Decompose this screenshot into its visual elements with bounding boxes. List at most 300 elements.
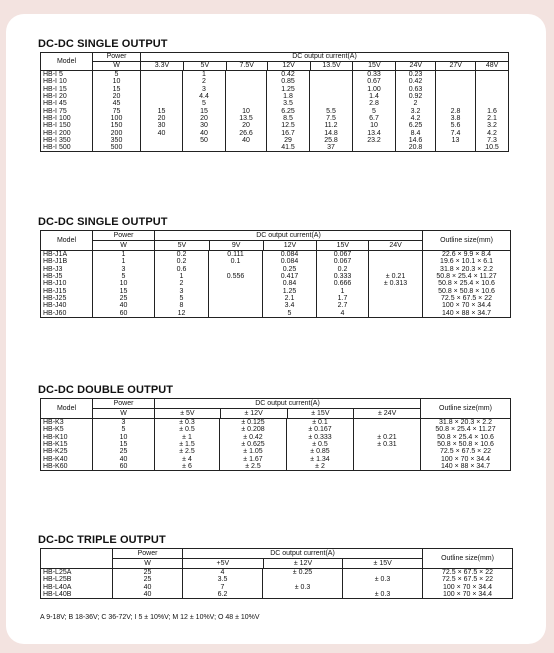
current-cell: 10.5	[476, 144, 509, 152]
section-title-single-output-2: DC-DC SINGLE OUTPUT	[38, 216, 168, 228]
header-model: Model	[41, 53, 93, 71]
current-cell: ± 0.5	[287, 441, 354, 448]
current-cell	[436, 100, 476, 107]
power-cell: 45	[93, 100, 141, 107]
model-cell: HB-I 75	[41, 107, 93, 114]
current-cell: 13	[436, 137, 476, 144]
model-cell: HB-L40A	[41, 584, 113, 591]
table-row	[41, 295, 511, 302]
section-title-triple-output: DC-DC TRIPLE OUTPUT	[38, 534, 166, 546]
current-cell	[310, 78, 353, 85]
current-cell: 4	[183, 569, 263, 577]
header-outline-size: Outline size(mm)	[423, 231, 511, 251]
current-cell: 7.3	[476, 137, 509, 144]
current-cell: 3	[155, 287, 209, 294]
power-cell: 15	[93, 86, 141, 93]
current-cell: 20	[183, 115, 226, 122]
outline-size-cell: 100 × 70 × 34.4	[421, 455, 511, 462]
power-cell: 5	[93, 273, 155, 280]
current-cell: ± 0.3	[263, 584, 343, 591]
header-model: Model	[41, 231, 93, 251]
current-cell	[354, 419, 421, 427]
current-cell	[476, 86, 509, 93]
current-cell: 2.1	[263, 295, 317, 302]
current-cell: 1.4	[353, 93, 396, 100]
current-cell: 4.2	[476, 129, 509, 136]
outline-size-cell: 72.5 × 67.5 × 22	[423, 295, 511, 302]
table-row	[41, 448, 511, 455]
current-cell: 1.25	[267, 86, 310, 93]
model-cell: HB-K5	[41, 426, 93, 433]
current-cell	[141, 144, 183, 152]
current-cell: ± 1.67	[220, 455, 287, 462]
table-row	[41, 137, 509, 144]
current-cell: ± 1	[155, 434, 220, 441]
current-cell	[263, 591, 343, 599]
current-cell	[310, 71, 353, 79]
current-cell	[209, 302, 263, 309]
current-cell	[209, 309, 263, 317]
current-cell: 0.2	[317, 266, 369, 273]
current-cell	[369, 287, 423, 294]
current-cell: 40	[226, 137, 267, 144]
current-cell: ± 1.5	[155, 441, 220, 448]
current-cell: 20.8	[396, 144, 436, 152]
current-cell: 0.63	[396, 86, 436, 93]
current-cell: ± 0.85	[287, 448, 354, 455]
current-cell	[369, 302, 423, 309]
model-cell: HB-J60	[41, 309, 93, 317]
double-output-table	[40, 398, 511, 471]
table-row	[41, 584, 513, 591]
voltage-header: 15V	[316, 241, 368, 250]
current-cell: 3.2	[396, 107, 436, 114]
table-row	[41, 251, 511, 259]
voltage-header: 24V	[395, 62, 435, 70]
table-row	[41, 419, 511, 427]
current-cell: 3.2	[476, 122, 509, 129]
footnote-input-voltage-codes: A 9-18V; B 18-36V; C 36-72V; I 5 ± 10%V; M 12 ± 10%V; O 48 ± 10%V	[40, 614, 260, 621]
model-cell: HB-J10	[41, 280, 93, 287]
model-cell: HB-I 15	[41, 86, 93, 93]
model-cell: HB-K15	[41, 441, 93, 448]
table-row	[41, 591, 513, 599]
voltage-header-row	[141, 61, 508, 70]
power-cell: 10	[93, 434, 155, 441]
model-cell: HB-I 150	[41, 122, 93, 129]
power-cell: 40	[113, 591, 183, 599]
model-cell: HB-K40	[41, 455, 93, 462]
current-cell: ± 0.3	[343, 591, 423, 599]
model-cell: HB-I 200	[41, 129, 93, 136]
current-cell: ± 6	[155, 463, 220, 471]
model-cell: HB-I 5	[41, 71, 93, 79]
power-cell: 5	[93, 71, 141, 79]
current-cell	[141, 86, 183, 93]
current-cell	[183, 144, 226, 152]
power-cell: 25	[113, 576, 183, 583]
current-cell: 2.8	[353, 100, 396, 107]
current-cell	[310, 93, 353, 100]
current-cell: 5	[353, 107, 396, 114]
single-output-table-1	[40, 52, 509, 152]
current-cell: 0.666	[317, 280, 369, 287]
power-cell: 10	[93, 78, 141, 85]
header-power: Power	[113, 400, 134, 407]
table-row	[41, 280, 511, 287]
power-cell: 40	[93, 302, 155, 309]
outline-size-cell: 22.6 × 9.9 × 8.4	[423, 251, 511, 259]
current-cell: 2	[183, 78, 226, 85]
current-cell: 8	[155, 302, 209, 309]
header-dc-output-current: DC output current(A)	[292, 53, 357, 60]
voltage-header: 12V	[267, 62, 310, 70]
current-cell: 50	[183, 137, 226, 144]
current-cell: ± 0.25	[263, 569, 343, 577]
current-cell	[353, 144, 396, 152]
current-cell	[263, 576, 343, 583]
current-cell: 4.4	[183, 93, 226, 100]
current-cell: 0.2	[155, 251, 209, 259]
voltage-header: 15V	[352, 62, 395, 70]
current-cell: 13.5	[226, 115, 267, 122]
model-cell: HB-L40B	[41, 591, 113, 599]
current-cell: 0.111	[209, 251, 263, 259]
current-cell	[436, 86, 476, 93]
table-row	[41, 455, 511, 462]
outline-size-cell: 140 × 88 × 34.7	[423, 309, 511, 317]
current-cell: 7.5	[310, 115, 353, 122]
table-row	[41, 93, 509, 100]
current-cell: 8.4	[396, 129, 436, 136]
current-cell: ± 0.333	[287, 434, 354, 441]
table-row	[41, 426, 511, 433]
current-cell: ± 2.5	[220, 463, 287, 471]
power-cell: 100	[93, 115, 141, 122]
outline-size-cell: 19.6 × 10.1 × 6.1	[423, 258, 511, 265]
current-cell: 0.084	[263, 251, 317, 259]
current-cell: ± 0.313	[369, 280, 423, 287]
power-cell: 20	[93, 93, 141, 100]
power-cell: 15	[93, 287, 155, 294]
power-cell: 60	[93, 309, 155, 317]
outline-size-cell: 50.8 × 50.8 × 10.6	[421, 441, 511, 448]
current-cell: 1.6	[476, 107, 509, 114]
header-outline-size: Outline size(mm)	[421, 399, 511, 419]
power-cell: 5	[93, 426, 155, 433]
current-cell: 7	[183, 584, 263, 591]
voltage-header: 12V	[263, 241, 317, 250]
current-cell: 3	[183, 86, 226, 93]
current-cell: 29	[267, 137, 310, 144]
model-cell: HB-K25	[41, 448, 93, 455]
table-row	[41, 100, 509, 107]
current-cell: ± 0.167	[287, 426, 354, 433]
voltage-header: 7.5V	[226, 62, 267, 70]
header-power-unit: W	[113, 558, 182, 568]
current-cell	[226, 100, 267, 107]
current-cell: 0.6	[155, 266, 209, 273]
model-cell: HB-I 10	[41, 78, 93, 85]
voltage-header: ± 15V	[342, 559, 422, 568]
outline-size-cell: 50.8 × 25.4 × 10.6	[421, 434, 511, 441]
power-cell: 3	[93, 266, 155, 273]
current-cell: 1.25	[263, 287, 317, 294]
header-power-unit: W	[93, 408, 154, 418]
current-cell: 0.25	[263, 266, 317, 273]
current-cell: 0.084	[263, 258, 317, 265]
table-row	[41, 144, 509, 152]
current-cell	[141, 137, 183, 144]
model-cell: HB-K3	[41, 419, 93, 427]
header-power: Power	[137, 550, 158, 557]
current-cell	[226, 78, 267, 85]
current-cell: ± 1.05	[220, 448, 287, 455]
voltage-header-row	[183, 558, 422, 568]
model-cell: HB-J3	[41, 266, 93, 273]
current-cell: 0.333	[317, 273, 369, 280]
current-cell: 0.556	[209, 273, 263, 280]
current-cell: 6.25	[267, 107, 310, 114]
voltage-header: ± 12V	[220, 409, 287, 418]
table-row	[41, 576, 513, 583]
power-cell: 1	[93, 251, 155, 259]
current-cell: 0.1	[209, 258, 263, 265]
power-cell: 60	[93, 463, 155, 471]
power-cell: 25	[113, 569, 183, 577]
current-cell: 2.8	[436, 107, 476, 114]
current-cell: 2.1	[476, 115, 509, 122]
table-row	[41, 258, 511, 265]
current-cell: 1.7	[317, 295, 369, 302]
section-title-double-output: DC-DC DOUBLE OUTPUT	[38, 384, 174, 396]
current-cell	[209, 266, 263, 273]
header-dc-output-current: DC output current(A)	[255, 400, 320, 407]
model-cell: HB-J15	[41, 287, 93, 294]
current-cell: 4	[317, 309, 369, 317]
current-cell: 0.84	[263, 280, 317, 287]
current-cell	[343, 584, 423, 591]
model-cell: HB-J1A	[41, 251, 93, 259]
current-cell: 15	[183, 107, 226, 114]
current-cell: 0.85	[267, 78, 310, 85]
current-cell: 4.2	[396, 115, 436, 122]
current-cell: 26.6	[226, 129, 267, 136]
current-cell: 7.4	[436, 129, 476, 136]
current-cell	[226, 93, 267, 100]
section-title-single-output-1: DC-DC SINGLE OUTPUT	[38, 38, 168, 50]
current-cell: 12	[155, 309, 209, 317]
model-cell: HB-J40	[41, 302, 93, 309]
current-cell	[436, 144, 476, 152]
model-cell: HB-I 100	[41, 115, 93, 122]
current-cell	[354, 463, 421, 471]
model-cell: HB-I 500	[41, 144, 93, 152]
table-row	[41, 71, 509, 79]
model-cell: HB-J1B	[41, 258, 93, 265]
current-cell: 30	[183, 122, 226, 129]
current-cell: 2	[396, 100, 436, 107]
voltage-header: 5V	[177, 242, 187, 249]
power-cell: 150	[93, 122, 141, 129]
current-cell: 0.23	[396, 71, 436, 79]
outline-size-cell: 100 × 70 × 34.4	[423, 302, 511, 309]
current-cell	[209, 280, 263, 287]
outline-size-cell: 72.5 × 67.5 × 22	[423, 576, 513, 583]
model-cell: HB-K10	[41, 434, 93, 441]
voltage-header: 27V	[435, 62, 475, 70]
current-cell: 0.33	[353, 71, 396, 79]
current-cell	[476, 78, 509, 85]
current-cell	[369, 258, 423, 265]
voltage-header: ± 5V	[180, 410, 195, 417]
current-cell	[310, 100, 353, 107]
current-cell: 0.67	[353, 78, 396, 85]
model-cell: HB-I 350	[41, 137, 93, 144]
table-row	[41, 569, 513, 577]
current-cell	[369, 309, 423, 317]
current-cell: 10	[353, 122, 396, 129]
outline-size-cell: 50.8 × 25.4 × 11.27	[421, 426, 511, 433]
outline-size-cell: 72.5 × 67.5 × 22	[423, 569, 513, 577]
model-cell: HB-J25	[41, 295, 93, 302]
current-cell: 40	[183, 129, 226, 136]
voltage-header: 5V	[183, 62, 226, 70]
current-cell: 1	[317, 287, 369, 294]
voltage-header-row	[155, 240, 422, 250]
current-cell: ± 0.5	[155, 426, 220, 433]
current-cell: ± 0.3	[343, 576, 423, 583]
header-model: Model	[41, 399, 93, 419]
current-cell: 3.5	[267, 100, 310, 107]
current-cell: 37	[310, 144, 353, 152]
table-row	[41, 463, 511, 471]
power-cell: 10	[93, 280, 155, 287]
table-row	[41, 302, 511, 309]
current-cell: 10	[226, 107, 267, 114]
voltage-header-row	[155, 408, 420, 418]
power-cell: 40	[113, 584, 183, 591]
header-power: Power	[113, 232, 134, 239]
current-cell: 14.6	[396, 137, 436, 144]
current-cell: ± 0.21	[369, 273, 423, 280]
current-cell: 0.42	[396, 78, 436, 85]
current-cell: ± 0.31	[354, 441, 421, 448]
power-cell: 40	[93, 455, 155, 462]
voltage-header: 13.5V	[310, 62, 353, 70]
current-cell: 20	[141, 115, 183, 122]
current-cell	[141, 100, 183, 107]
current-cell: 1	[183, 71, 226, 79]
table-row	[41, 273, 511, 280]
current-cell: 11.2	[310, 122, 353, 129]
current-cell: 0.417	[263, 273, 317, 280]
current-cell	[226, 86, 267, 93]
model-cell: HB-K60	[41, 463, 93, 471]
current-cell	[369, 266, 423, 273]
header-power: Power	[106, 53, 127, 60]
current-cell: ± 0.21	[354, 434, 421, 441]
outline-size-cell: 72.5 × 67.5 × 22	[421, 448, 511, 455]
current-cell	[343, 569, 423, 577]
current-cell: 8.5	[267, 115, 310, 122]
table-row	[41, 78, 509, 85]
current-cell: 5.6	[436, 122, 476, 129]
voltage-header: +5V	[216, 560, 230, 567]
current-cell: ± 1.34	[287, 455, 354, 462]
current-cell	[141, 71, 183, 79]
current-cell	[141, 78, 183, 85]
current-cell: 6.7	[353, 115, 396, 122]
current-cell	[226, 144, 267, 152]
current-cell: ± 2	[287, 463, 354, 471]
current-cell: 30	[141, 122, 183, 129]
current-cell	[436, 93, 476, 100]
power-cell: 500	[93, 144, 141, 152]
table-row	[41, 309, 511, 317]
power-cell: 75	[93, 107, 141, 114]
current-cell: 0.067	[317, 258, 369, 265]
current-cell: 14.8	[310, 129, 353, 136]
voltage-header: 9V	[209, 241, 263, 250]
table-row	[41, 129, 509, 136]
current-cell: 0.42	[267, 71, 310, 79]
current-cell: 40	[141, 129, 183, 136]
current-cell	[354, 426, 421, 433]
voltage-header: 48V	[475, 62, 508, 70]
current-cell: ± 2.5	[155, 448, 220, 455]
current-cell: ± 4	[155, 455, 220, 462]
current-cell: 23.2	[353, 137, 396, 144]
current-cell	[209, 295, 263, 302]
outline-size-cell: 50.8 × 25.4 × 11.27	[423, 273, 511, 280]
current-cell: ± 0.42	[220, 434, 287, 441]
current-cell	[476, 93, 509, 100]
current-cell: ± 0.125	[220, 419, 287, 427]
current-cell: 3.5	[183, 576, 263, 583]
current-cell: 0.2	[155, 258, 209, 265]
outline-size-cell: 31.8 × 20.3 × 2.2	[423, 266, 511, 273]
model-cell: HB-I 45	[41, 100, 93, 107]
power-cell: 350	[93, 137, 141, 144]
current-cell: 6.2	[183, 591, 263, 599]
outline-size-cell: 50.8 × 25.4 × 10.6	[423, 280, 511, 287]
outline-size-cell: 100 × 70 × 34.4	[423, 591, 513, 599]
current-cell: 20	[226, 122, 267, 129]
current-cell: 16.7	[267, 129, 310, 136]
table-row	[41, 107, 509, 114]
model-cell: HB-I 20	[41, 93, 93, 100]
current-cell	[354, 448, 421, 455]
power-cell: 3	[93, 419, 155, 427]
voltage-header: 3.3V	[154, 62, 170, 69]
current-cell: 5	[155, 295, 209, 302]
table-row	[41, 434, 511, 441]
power-cell: 200	[93, 129, 141, 136]
table-row	[41, 266, 511, 273]
header-dc-output-current: DC output current(A)	[270, 550, 335, 557]
outline-size-cell: 31.8 × 20.3 × 2.2	[421, 419, 511, 427]
current-cell: 12.5	[267, 122, 310, 129]
table-row	[41, 287, 511, 294]
current-cell: ± 0.208	[220, 426, 287, 433]
voltage-header: ± 24V	[353, 409, 420, 418]
current-cell	[436, 78, 476, 85]
table-row	[41, 115, 509, 122]
current-cell: 3.8	[436, 115, 476, 122]
current-cell	[476, 71, 509, 79]
current-cell: 2	[155, 280, 209, 287]
